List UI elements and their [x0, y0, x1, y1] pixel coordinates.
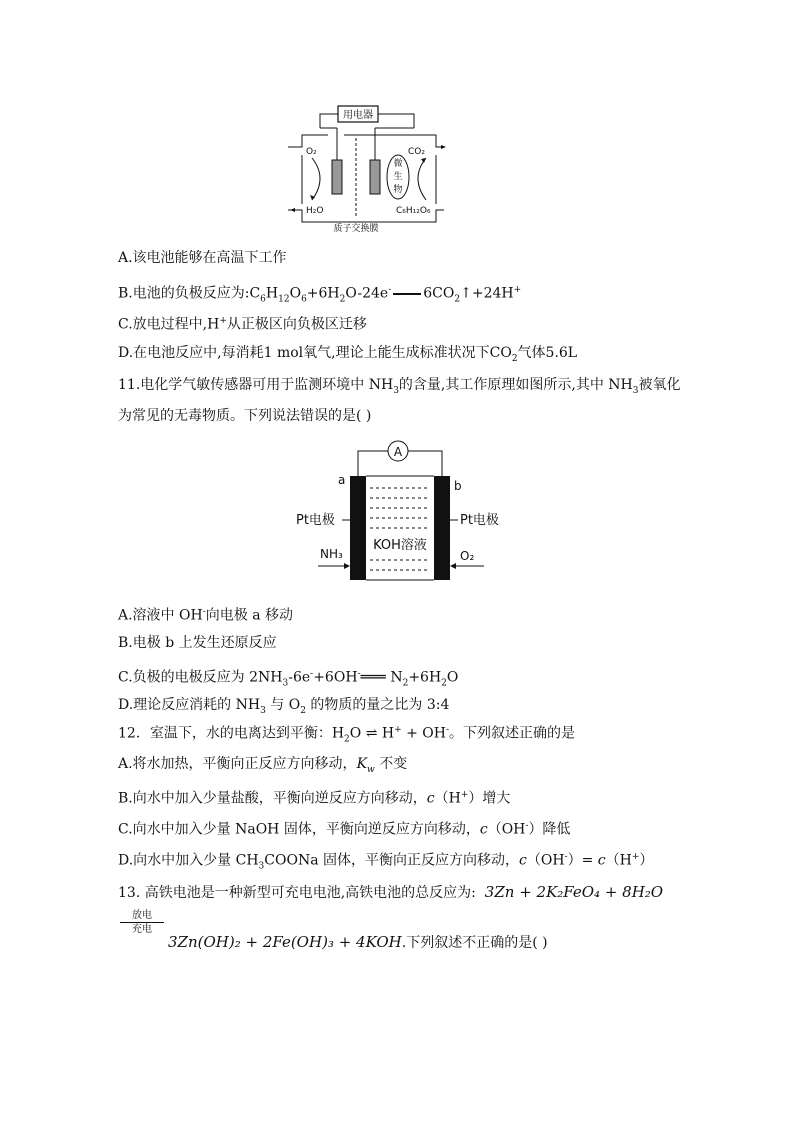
svg-text:Pt电极: Pt电极: [296, 513, 335, 528]
svg-text:O₂: O₂: [306, 147, 317, 157]
q12-option-b: B.向水中加入少量盐酸，平衡向逆反应方向移动，c（H+）增大: [118, 790, 511, 807]
svg-text:b: b: [454, 479, 462, 493]
q13-equation-right: 3Zn(OH)₂ + 2Fe(OH)₃ + 4KOH: [168, 933, 402, 951]
svg-text:O₂: O₂: [460, 549, 475, 563]
q12-stem: 12．室温下，水的电离达到平衡：$H_2O$ ⇌ H+ + OH-。下列叙述正确的是: [118, 725, 576, 745]
q10-option-b: B.电池的负极反应为$:C_6H_{12}O_6+6H_2O-24e^-$ $6CO_2↑+24H^+$: [118, 285, 522, 305]
q13-stem-line1: 13. 高铁电池是一种新型可充电电池,高铁电池的总反应为: 3Zn + 2K₂FeO₄ + 8H₂O: [118, 883, 664, 901]
q12-option-c: C.向水中加入少量 NaOH 固体，平衡向逆反应方向移动，c（OH-）降低: [118, 821, 571, 838]
svg-text:NH₃: NH₃: [320, 547, 343, 561]
svg-text:C₆H₁₂O₆: C₆H₁₂O₆: [396, 206, 431, 216]
membrane-label: 质子交换膜: [333, 224, 379, 234]
svg-text:H₂O: H₂O: [306, 206, 324, 216]
q13-equation-left: 3Zn + 2K₂FeO₄ + 8H₂O: [484, 883, 664, 901]
svg-text:a: a: [338, 473, 346, 487]
q12-option-d: D.向水中加入少量 $CH_3COONa$ 固体，平衡向正反应方向移动，c（OH-）= c（H+）: [118, 852, 654, 872]
svg-text:微: 微: [393, 159, 403, 169]
q11-option-d: D.理论反应消耗的 $NH_3$ 与 $O_2$ 的物质的量之比为 3:4: [118, 697, 450, 716]
q10-option-d: D.在电池反应中,每消耗1 mol氧气,理论上能生成标准状况下$CO_2$气体5.6L: [118, 345, 578, 364]
reversible-arrow: 放电 充电: [120, 910, 164, 935]
q11-stem-line2: 为常见的无毒物质。下列说法错误的是( ): [118, 408, 372, 424]
svg-text:CO₂: CO₂: [408, 147, 425, 157]
q11-option-c: C.负极的电极反应为 $2NH_3-6e^-+6OH^-═══$ $N_2+6H_2O$: [118, 669, 459, 689]
svg-text:物: 物: [393, 185, 403, 195]
svg-text:Pt电极: Pt电极: [460, 513, 499, 528]
solution-label: KOH溶液: [373, 538, 427, 553]
fuel-cell-diagram: [288, 100, 448, 235]
q10-option-a: A.该电池能够在高温下工作: [118, 250, 287, 266]
electrode-a: [350, 476, 366, 580]
right-electrode: [370, 160, 380, 194]
q10-option-c: C.放电过程中,H+从正极区向负极区迁移: [118, 316, 367, 333]
svg-text:A: A: [393, 445, 403, 459]
gas-sensor-diagram: [292, 436, 512, 586]
left-electrode: [332, 160, 342, 194]
q13-stem-line2: 3Zn(OH)₂ + 2Fe(OH)₃ + 4KOH.下列叙述不正确的是( ): [168, 933, 548, 951]
svg-text:生: 生: [393, 172, 403, 182]
q11-option-a: A.溶液中 OH-向电极 a 移动: [118, 607, 293, 624]
device-label: 用电器: [343, 110, 373, 121]
q11-option-b: B.电极 b 上发生还原反应: [118, 635, 277, 651]
electrode-b: [434, 476, 450, 580]
q12-option-a: A.将水加热，平衡向正反应方向移动，$K_w$ 不变: [118, 756, 408, 775]
q11-stem-line1: 11.电化学气敏传感器可用于监测环境中 $NH_3$的含量,其工作原理如图所示,其中 $NH_3$被氧化: [118, 377, 681, 396]
